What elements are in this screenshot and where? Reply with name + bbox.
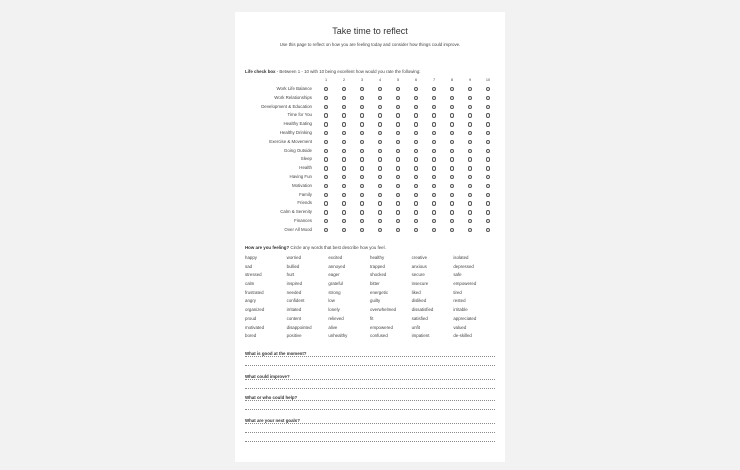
rating-radio[interactable] [396, 122, 400, 126]
feeling-word[interactable]: calm [245, 281, 255, 287]
rating-radio[interactable] [360, 219, 364, 223]
feelings-heading-text: Circle any words that best describe how you feel. [289, 245, 386, 250]
answer-line[interactable] [245, 379, 495, 380]
rating-radio[interactable] [450, 228, 454, 232]
rating-row [235, 199, 505, 208]
feeling-word[interactable]: positive [286, 333, 302, 339]
feeling-word[interactable]: eager [328, 272, 340, 278]
rating-row-label: Time for You [287, 112, 312, 118]
rating-row-label: Friends [297, 200, 312, 206]
rating-radio[interactable] [342, 87, 346, 91]
rating-row-label: Exercise & Movement [269, 138, 312, 144]
scale-number: 3 [360, 78, 364, 82]
rating-radio[interactable] [324, 228, 328, 232]
feeling-word[interactable]: bitter [370, 281, 380, 287]
rating-radio[interactable] [414, 193, 418, 197]
page-subtitle: Use this page to reflect on how you are feeling today and consider how things could improve. [279, 42, 461, 47]
rating-radio[interactable] [450, 157, 454, 161]
rating-row-label: Work Relationships [274, 94, 312, 100]
rating-radio[interactable] [378, 105, 382, 109]
rating-radio[interactable] [450, 105, 454, 109]
feeling-word[interactable]: empowered [370, 324, 393, 330]
rating-radio[interactable] [450, 166, 454, 170]
rating-radio[interactable] [342, 157, 346, 161]
feeling-word[interactable]: grateful [328, 281, 343, 287]
rating-radio[interactable] [468, 219, 472, 223]
feeling-word[interactable]: strong [328, 289, 341, 295]
feeling-word[interactable]: secure [411, 272, 425, 278]
feeling-word[interactable]: insecure [411, 281, 429, 287]
rating-radio[interactable] [360, 87, 364, 91]
rating-radio[interactable] [396, 131, 400, 135]
rating-radio[interactable] [468, 184, 472, 188]
rating-radio[interactable] [360, 201, 364, 205]
rating-radio[interactable] [378, 96, 382, 100]
rating-radio[interactable] [468, 201, 472, 205]
rating-row-label: Calm & Serenity [280, 209, 312, 215]
rating-radio[interactable] [324, 157, 328, 161]
rating-radio[interactable] [414, 228, 418, 232]
rating-radio[interactable] [360, 122, 364, 126]
answer-line[interactable] [245, 388, 495, 389]
answer-line[interactable] [245, 409, 495, 410]
scale-number: 4 [378, 78, 382, 82]
rating-radio[interactable] [342, 201, 346, 205]
rating-radio[interactable] [414, 184, 418, 188]
feeling-word[interactable]: lonely [328, 307, 340, 313]
rating-radio[interactable] [324, 219, 328, 223]
rating-radio[interactable] [324, 140, 328, 144]
rating-row [235, 147, 505, 156]
feeling-word[interactable]: de-skilled [453, 333, 472, 339]
rating-radio[interactable] [378, 166, 382, 170]
feeling-word[interactable]: fit [370, 315, 374, 321]
question-label: What could improve? [245, 374, 290, 379]
rating-radio[interactable] [324, 166, 328, 170]
rating-radio[interactable] [486, 105, 490, 109]
rating-row-label: Over All Mood [284, 226, 312, 232]
rating-radio[interactable] [468, 96, 472, 100]
rating-row-label: Sleep [300, 156, 312, 162]
feeling-word[interactable]: satisfied [411, 315, 428, 321]
rating-radio[interactable] [450, 122, 454, 126]
rating-radio[interactable] [468, 228, 472, 232]
feeling-word[interactable]: overwhelmed [370, 307, 397, 313]
rating-row [235, 208, 505, 217]
rating-radio[interactable] [378, 219, 382, 223]
rating-radio[interactable] [342, 184, 346, 188]
rating-radio[interactable] [450, 113, 454, 117]
feeling-word[interactable]: trapped [370, 263, 385, 269]
rating-radio[interactable] [450, 175, 454, 179]
rating-radio[interactable] [450, 87, 454, 91]
rating-radio[interactable] [468, 175, 472, 179]
scale-number: 5 [396, 78, 400, 82]
feeling-word[interactable]: dissatisfied [411, 307, 434, 313]
rating-radio[interactable] [432, 87, 436, 91]
rating-radio[interactable] [360, 140, 364, 144]
rating-radio[interactable] [414, 201, 418, 205]
rating-radio[interactable] [450, 140, 454, 144]
rating-radio[interactable] [378, 228, 382, 232]
feeling-word[interactable]: unfit [411, 324, 420, 330]
rating-radio[interactable] [396, 210, 400, 214]
feeling-word[interactable]: healthy [370, 255, 385, 260]
feeling-word[interactable]: anxious [411, 263, 427, 269]
feeling-word[interactable]: irritable [453, 307, 468, 313]
feeling-word[interactable]: annoyed [328, 263, 346, 269]
rating-row [235, 191, 505, 200]
feeling-word[interactable]: proud [245, 315, 257, 321]
rating-row [235, 111, 505, 120]
rating-radio[interactable] [468, 210, 472, 214]
rating-row [235, 217, 505, 226]
rating-radio[interactable] [396, 105, 400, 109]
rating-radio[interactable] [486, 193, 490, 197]
feeling-word[interactable]: excited [328, 255, 343, 260]
feeling-word[interactable]: guilty [370, 298, 381, 304]
rating-radio[interactable] [486, 149, 490, 153]
feelings-word-grid [245, 254, 495, 341]
rating-radio[interactable] [324, 193, 328, 197]
rating-radio[interactable] [468, 149, 472, 153]
rating-radio[interactable] [468, 140, 472, 144]
rating-radio[interactable] [468, 166, 472, 170]
feeling-word[interactable]: inspired [286, 281, 303, 287]
rating-radio[interactable] [432, 193, 436, 197]
rating-radio[interactable] [396, 157, 400, 161]
feeling-word[interactable]: disappointed [286, 324, 312, 330]
rating-radio[interactable] [468, 105, 472, 109]
feeling-word[interactable]: energetic [370, 289, 389, 295]
feeling-word[interactable]: worried [286, 255, 302, 260]
question-label: What or who could help? [245, 395, 298, 400]
rating-radio[interactable] [396, 193, 400, 197]
rating-radio[interactable] [432, 201, 436, 205]
scale-number: 7 [432, 78, 436, 82]
rating-row-label: Healthy Eating [283, 121, 312, 127]
rating-radio[interactable] [342, 193, 346, 197]
rating-radio[interactable] [486, 201, 490, 205]
rating-radio[interactable] [396, 219, 400, 223]
rating-radio[interactable] [378, 122, 382, 126]
rating-radio[interactable] [396, 113, 400, 117]
rating-radio[interactable] [360, 149, 364, 153]
rating-radio[interactable] [342, 149, 346, 153]
rating-radio[interactable] [486, 113, 490, 117]
rating-radio[interactable] [342, 96, 346, 100]
rating-radio[interactable] [486, 140, 490, 144]
rating-radio[interactable] [450, 131, 454, 135]
rating-radio[interactable] [396, 96, 400, 100]
rating-radio[interactable] [378, 113, 382, 117]
feeling-word[interactable]: motivated [245, 324, 265, 330]
rating-radio[interactable] [486, 210, 490, 214]
feeling-word[interactable]: bullied [286, 263, 300, 269]
feeling-word[interactable]: valued [453, 324, 467, 330]
rating-radio[interactable] [378, 210, 382, 214]
rating-radio[interactable] [342, 166, 346, 170]
answer-line[interactable] [245, 441, 495, 442]
rating-radio[interactable] [342, 122, 346, 126]
rating-radio[interactable] [324, 149, 328, 153]
feeling-word[interactable]: relieved [328, 315, 344, 321]
rating-row [235, 85, 505, 94]
rating-radio[interactable] [378, 184, 382, 188]
rating-radio[interactable] [414, 210, 418, 214]
rating-radio[interactable] [414, 175, 418, 179]
rating-row-label: Having Fun [289, 174, 312, 179]
rating-row [235, 164, 505, 173]
rating-radio[interactable] [468, 113, 472, 117]
rating-row [235, 103, 505, 112]
feeling-word[interactable]: low [328, 298, 335, 304]
rating-radio[interactable] [468, 157, 472, 161]
rating-radio[interactable] [378, 140, 382, 144]
rating-radio[interactable] [414, 131, 418, 135]
feeling-word[interactable]: hurt [286, 272, 295, 278]
rating-row [235, 226, 505, 235]
rating-radio[interactable] [432, 105, 436, 109]
scale-number: 1 [324, 78, 328, 82]
rating-radio[interactable] [360, 210, 364, 214]
feeling-word[interactable]: irritated [286, 307, 302, 313]
rating-row [235, 173, 505, 182]
rating-radio[interactable] [432, 113, 436, 117]
rating-row [235, 155, 505, 164]
feeling-word[interactable]: organized [245, 307, 265, 313]
rating-radio[interactable] [450, 219, 454, 223]
rating-radio[interactable] [342, 210, 346, 214]
rating-radio[interactable] [396, 149, 400, 153]
rating-radio[interactable] [324, 105, 328, 109]
feeling-word[interactable]: impatient [411, 333, 430, 339]
life-check-heading [245, 69, 421, 74]
feeling-word[interactable]: content [286, 315, 302, 321]
rating-radio[interactable] [432, 157, 436, 161]
rating-radio[interactable] [360, 184, 364, 188]
rating-radio[interactable] [486, 87, 490, 91]
rating-radio[interactable] [486, 96, 490, 100]
rating-radio[interactable] [360, 105, 364, 109]
rating-radio[interactable] [324, 175, 328, 179]
rating-radio[interactable] [414, 122, 418, 126]
feeling-word[interactable]: rested [453, 298, 466, 304]
answer-line[interactable] [245, 432, 495, 433]
rating-row-label: Finances [294, 218, 312, 223]
feeling-word[interactable]: sad [245, 263, 253, 269]
rating-radio[interactable] [396, 228, 400, 232]
rating-radio[interactable] [396, 201, 400, 205]
rating-radio[interactable] [342, 140, 346, 144]
rating-radio[interactable] [414, 149, 418, 153]
rating-radio[interactable] [378, 131, 382, 135]
answer-line[interactable] [245, 400, 495, 401]
rating-radio[interactable] [432, 210, 436, 214]
feeling-word[interactable]: angry [245, 298, 256, 304]
rating-row [235, 129, 505, 138]
rating-row [235, 120, 505, 129]
rating-radio[interactable] [378, 201, 382, 205]
rating-radio[interactable] [432, 175, 436, 179]
rating-radio[interactable] [432, 131, 436, 135]
rating-radio[interactable] [414, 157, 418, 161]
rating-radio[interactable] [486, 131, 490, 135]
rating-radio[interactable] [342, 219, 346, 223]
rating-radio[interactable] [450, 193, 454, 197]
rating-radio[interactable] [414, 96, 418, 100]
rating-radio[interactable] [324, 96, 328, 100]
feeling-word[interactable]: confident [286, 298, 305, 304]
feeling-word[interactable]: liked [411, 289, 421, 295]
life-check-heading-bold: Life check box [245, 69, 276, 74]
rating-radio[interactable] [432, 96, 436, 100]
rating-row-label: Health [299, 165, 312, 171]
rating-radio[interactable] [342, 228, 346, 232]
rating-row-label: Going Outside [283, 147, 312, 153]
rating-row [235, 182, 505, 191]
rating-radio[interactable] [432, 140, 436, 144]
scale-number: 10 [485, 78, 491, 82]
rating-radio[interactable] [360, 157, 364, 161]
rating-radio[interactable] [342, 113, 346, 117]
answer-line[interactable] [245, 423, 495, 424]
rating-radio[interactable] [378, 149, 382, 153]
worksheet-page [235, 12, 505, 462]
rating-radio[interactable] [342, 131, 346, 135]
scale-number: 2 [342, 78, 346, 82]
rating-radio[interactable] [414, 140, 418, 144]
rating-radio[interactable] [486, 166, 490, 170]
rating-radio[interactable] [468, 131, 472, 135]
rating-radio[interactable] [342, 175, 346, 179]
answer-line[interactable] [245, 365, 495, 366]
feelings-heading-bold: How are you feeling? [245, 245, 290, 250]
feeling-word[interactable]: stressed [245, 272, 262, 278]
rating-row-label: Development & Education [261, 103, 312, 109]
rating-radio[interactable] [450, 210, 454, 214]
feeling-word[interactable]: depressed [453, 263, 474, 269]
rating-radio[interactable] [486, 219, 490, 223]
feeling-word[interactable]: creative [411, 255, 428, 260]
question-label: What are your next goals? [245, 418, 300, 423]
rating-radio[interactable] [432, 184, 436, 188]
feeling-word[interactable]: shocked [370, 272, 387, 278]
rating-radio[interactable] [360, 113, 364, 117]
feeling-word[interactable]: happy [245, 255, 257, 260]
rating-radio[interactable] [486, 175, 490, 179]
rating-radio[interactable] [486, 157, 490, 161]
feelings-heading [245, 245, 386, 250]
rating-radio[interactable] [360, 175, 364, 179]
rating-radio[interactable] [450, 184, 454, 188]
rating-radio[interactable] [360, 131, 364, 135]
rating-radio[interactable] [414, 166, 418, 170]
scale-number: 9 [468, 78, 472, 82]
question-label: What is good at the moment? [245, 351, 307, 356]
rating-radio[interactable] [432, 122, 436, 126]
rating-radio[interactable] [360, 96, 364, 100]
rating-radio[interactable] [360, 166, 364, 170]
rating-radio[interactable] [396, 175, 400, 179]
feeling-word[interactable]: alive [328, 324, 338, 330]
rating-radio[interactable] [324, 201, 328, 205]
rating-radio[interactable] [432, 166, 436, 170]
rating-radio[interactable] [378, 193, 382, 197]
rating-row [235, 138, 505, 147]
feeling-word[interactable]: unhealthy [328, 333, 348, 339]
rating-radio[interactable] [468, 87, 472, 91]
rating-row-label: Family [299, 191, 312, 197]
rating-radio[interactable] [324, 210, 328, 214]
rating-radio[interactable] [378, 157, 382, 161]
feeling-word[interactable]: bored [245, 333, 257, 339]
life-check-heading-text: - Between 1 - 10 with 10 being excellent how would you rate the following: [275, 69, 421, 74]
feeling-word[interactable]: frustrated [245, 289, 264, 295]
rating-radio[interactable] [378, 87, 382, 91]
rating-row-label: Healthy Drinking [279, 130, 312, 135]
rating-radio[interactable] [468, 122, 472, 126]
rating-radio[interactable] [432, 219, 436, 223]
feeling-word[interactable]: needed [286, 289, 302, 295]
rating-radio[interactable] [450, 96, 454, 100]
rating-radio[interactable] [324, 131, 328, 135]
scale-number: 8 [450, 78, 454, 82]
rating-radio[interactable] [360, 193, 364, 197]
rating-radio[interactable] [414, 105, 418, 109]
rating-radio[interactable] [396, 140, 400, 144]
rating-radio[interactable] [360, 228, 364, 232]
rating-row [235, 94, 505, 103]
scale-number: 6 [414, 78, 418, 82]
rating-radio[interactable] [414, 87, 418, 91]
feeling-word[interactable]: tired [453, 289, 462, 295]
rating-radio[interactable] [396, 166, 400, 170]
rating-radio[interactable] [396, 184, 400, 188]
feeling-word[interactable]: safe [453, 272, 462, 278]
rating-row-label: Motivation [291, 182, 312, 188]
rating-row-label: Work Life Balance [276, 86, 312, 91]
rating-radio[interactable] [324, 184, 328, 188]
rating-radio[interactable] [378, 175, 382, 179]
rating-radio[interactable] [486, 228, 490, 232]
rating-radio[interactable] [432, 228, 436, 232]
rating-radio[interactable] [414, 113, 418, 117]
rating-radio[interactable] [342, 105, 346, 109]
rating-radio[interactable] [396, 87, 400, 91]
answer-line[interactable] [245, 356, 495, 357]
rating-radio[interactable] [486, 184, 490, 188]
page-title: Take time to reflect [332, 26, 408, 36]
rating-radio[interactable] [324, 87, 328, 91]
feeling-word[interactable]: disliked [411, 298, 427, 304]
feeling-word[interactable]: confused [370, 333, 388, 339]
feeling-word[interactable]: empowered [453, 281, 477, 287]
rating-radio[interactable] [414, 219, 418, 223]
rating-radio[interactable] [324, 113, 328, 117]
rating-radio[interactable] [432, 149, 436, 153]
rating-radio[interactable] [324, 122, 328, 126]
rating-radio[interactable] [468, 193, 472, 197]
feeling-word[interactable]: appreciated [453, 315, 477, 321]
rating-radio[interactable] [486, 122, 490, 126]
rating-radio[interactable] [450, 201, 454, 205]
rating-radio[interactable] [450, 149, 454, 153]
feeling-word[interactable]: isolated [453, 255, 469, 260]
